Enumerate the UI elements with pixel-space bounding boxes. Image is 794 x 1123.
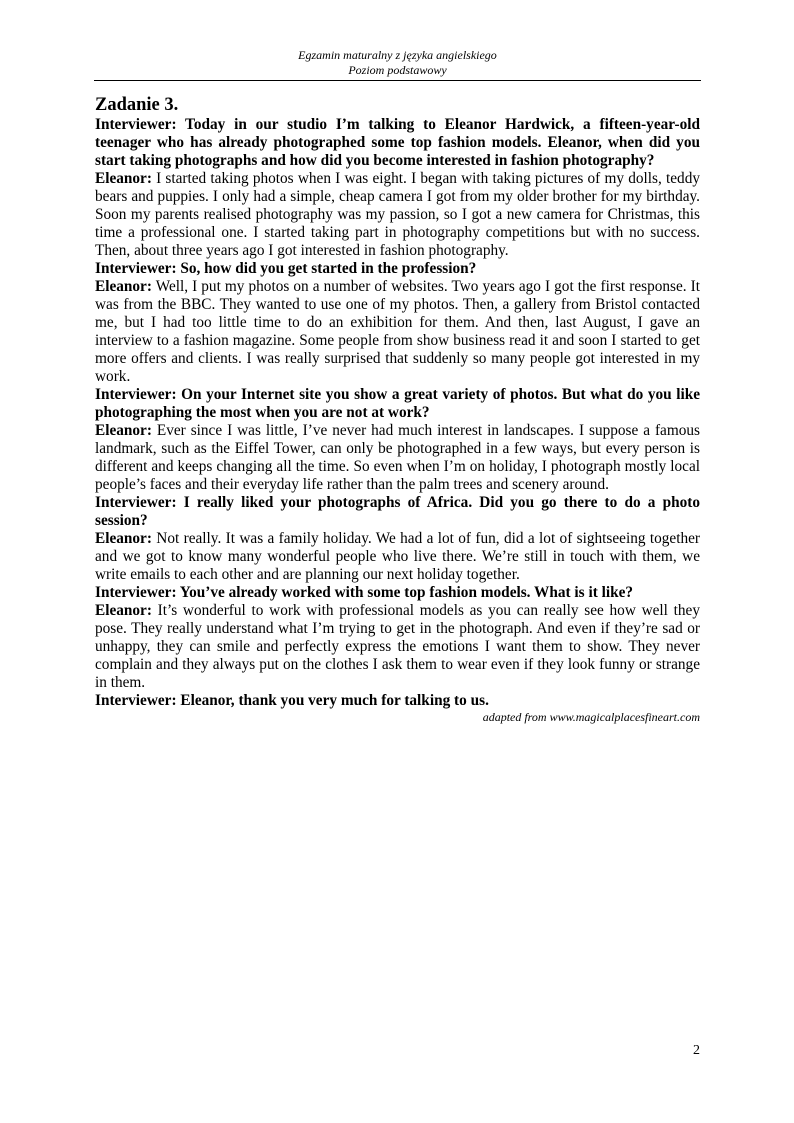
- speaker-label: Eleanor:: [95, 530, 152, 547]
- answer-text: I started taking photos when I was eight. I began with taking pictures of my dolls, teddy bears and puppies. I only had a simple, cheap camera I got from my older brother for my birthday. Soon my parents realised photography was my passion, so I got a new camera for Christmas, this time a professional one. I started taking part in photography competitions but with no success. Then, about three years ago I got interested in fashion photography.: [95, 170, 700, 259]
- interviewer-question-3: Interviewer: On your Internet site you show a great variety of photos. But what do you like photographing the most when you are not at work?: [95, 386, 700, 421]
- answer-text: Ever since I was little, I’ve never had much interest in landscapes. I suppose a famous landmark, such as the Eiffel Tower, can only be photographed in a few ways, but every person is different and keeps changing all the time. So even when I’m on holiday, I photograph mostly local people’s faces and their everyday life rather than the palm trees and scenery around.: [95, 422, 700, 493]
- exam-level: Poziom podstawowy: [348, 63, 447, 77]
- answer-text: It’s wonderful to work with professional models as you can really see how well they pose. They really understand what I’m trying to get in the photograph. And even if they’re sad or unhappy, they can smile and perfectly express the emotions I want them to show. They never complain and they always put on the clothes I ask them to wear even if they look funny or strange in them.: [95, 602, 700, 691]
- speaker-label: Eleanor:: [95, 602, 152, 619]
- speaker-label: Eleanor:: [95, 278, 152, 295]
- eleanor-answer-1: [95, 170, 700, 260]
- speaker-label: Eleanor:: [95, 422, 152, 439]
- eleanor-answer-2: [95, 278, 700, 386]
- eleanor-answer-4: [95, 530, 700, 584]
- eleanor-answer-3: [95, 422, 700, 494]
- source-attribution: adapted from www.magicalplacesfineart.com: [482, 710, 700, 724]
- exam-title: Egzamin maturalny z języka angielskiego: [298, 48, 497, 62]
- interviewer-question-2: Interviewer: So, how did you get started in the profession?: [95, 260, 477, 277]
- interviewer-closing: Interviewer: Eleanor, thank you very much for talking to us.: [95, 692, 489, 709]
- interviewer-question-4: Interviewer: I really liked your photographs of Africa. Did you go there to do a photo session?: [95, 494, 700, 529]
- interviewer-question-5: Interviewer: You’ve already worked with some top fashion models. What is it like?: [95, 584, 634, 601]
- page-number: 2: [693, 1043, 700, 1058]
- answer-text: Well, I put my photos on a number of websites. Two years ago I got the first response. It was from the BBC. They wanted to use one of my photos. Then, a gallery from Bristol contacted me, but I had too little time to do an exhibition for them. And then, last August, I gave an interview to a fashion magazine. Some people from show business read it and soon I started to get more offers and clients. I was really surprised that suddenly so many people got interested in my work.: [95, 278, 700, 385]
- page-header: [94, 48, 701, 78]
- answer-text: Not really. It was a family holiday. We had a lot of fun, did a lot of sightseeing together and we got to know many wonderful people who live there. We’re still in touch with them, we write emails to each other and are planning our next holiday together.: [95, 530, 700, 583]
- interviewer-question-1: Interviewer: Today in our studio I’m talking to Eleanor Hardwick, a fifteen-year-old teenager who has already photographed some top fashion models. Eleanor, when did you start taking photographs and how did you become interested in fashion photography?: [95, 116, 700, 169]
- header-divider: [94, 80, 701, 81]
- task-content: [95, 94, 700, 725]
- eleanor-answer-5: [95, 602, 700, 692]
- task-title: Zadanie 3.: [95, 95, 179, 115]
- speaker-label: Eleanor:: [95, 170, 152, 187]
